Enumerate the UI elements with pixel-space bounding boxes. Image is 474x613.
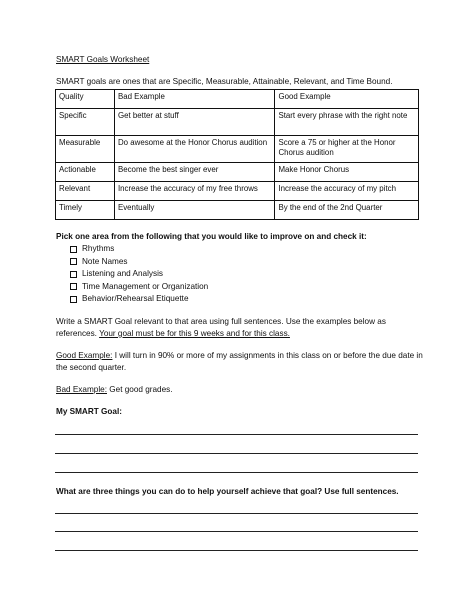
option-label: Rhythms [82, 244, 115, 253]
quality-cell: Timely [56, 201, 115, 220]
option-label: Behavior/Rehearsal Etiquette [82, 294, 189, 303]
table-row [56, 163, 419, 182]
goal-answer-line[interactable] [55, 434, 418, 435]
good-example-label: Good Example: [56, 351, 113, 360]
quality-cell: Specific [56, 109, 115, 136]
improvement-options [70, 243, 208, 306]
instructions-text: Write a SMART Goal relevant to that area using full sentences. Use the examples below as references. [56, 317, 386, 338]
table-row [56, 182, 419, 201]
quality-cell: Actionable [56, 163, 115, 182]
quality-cell: Relevant [56, 182, 115, 201]
bad-example-label: Bad Example: [56, 385, 107, 394]
pick-area-prompt: Pick one area from the following that you would like to improve on and check it: [56, 232, 367, 241]
good-example-cell: Make Honor Chorus [275, 163, 419, 182]
option-behavior-etiquette[interactable] [70, 293, 208, 306]
my-goal-heading: My SMART Goal: [56, 407, 122, 416]
bad-example-cell: Become the best singer ever [114, 163, 274, 182]
bad-example-cell: Do awesome at the Honor Chorus audition [114, 136, 274, 163]
checkbox-listening-analysis[interactable] [70, 271, 77, 278]
bad-example-cell: Increase the accuracy of my free throws [114, 182, 274, 201]
instructions-paragraph [56, 316, 424, 340]
option-label: Listening and Analysis [82, 269, 164, 278]
option-rhythms[interactable] [70, 243, 208, 256]
good-example-cell: Increase the accuracy of my pitch [275, 182, 419, 201]
good-example-cell: Start every phrase with the right note [275, 109, 419, 136]
good-example-cell: Score a 75 or higher at the Honor Chorus audition [275, 136, 419, 163]
bad-example-paragraph [56, 384, 424, 396]
checkbox-behavior-etiquette[interactable] [70, 296, 77, 303]
goal-answer-line[interactable] [55, 453, 418, 454]
bad-example-cell: Get better at stuff [114, 109, 274, 136]
header-bad-example: Bad Example [114, 90, 274, 109]
worksheet-title: SMART Goals Worksheet [56, 55, 150, 64]
three-things-answer-line[interactable] [55, 531, 418, 532]
table-row [56, 201, 419, 220]
good-example-paragraph [56, 350, 424, 374]
good-example-text: I will turn in 90% or more of my assignments in this class on or before the due date in the second quarter. [56, 351, 423, 372]
table-header-row [56, 90, 419, 109]
checkbox-rhythms[interactable] [70, 246, 77, 253]
three-things-answer-line[interactable] [55, 550, 418, 551]
option-label: Time Management or Organization [82, 281, 209, 291]
table-row [56, 109, 419, 136]
header-good-example: Good Example [275, 90, 419, 109]
bad-example-cell: Eventually [114, 201, 274, 220]
goal-answer-line[interactable] [55, 472, 418, 473]
three-things-heading: What are three things you can do to help yourself achieve that goal? Use full sentences. [56, 487, 399, 496]
intro-text: SMART goals are ones that are Specific, Measurable, Attainable, Relevant, and Time Bound. [56, 77, 393, 86]
checkbox-note-names[interactable] [70, 258, 77, 265]
smart-examples-table [55, 89, 419, 220]
good-example-cell: By the end of the 2nd Quarter [275, 201, 419, 220]
instructions-underlined: Your goal must be for this 9 weeks and for this class. [99, 328, 290, 338]
header-quality: Quality [56, 90, 115, 109]
option-time-management[interactable] [70, 281, 208, 294]
bad-example-text: Get good grades. [109, 385, 173, 394]
option-listening-analysis[interactable] [70, 268, 208, 281]
three-things-answer-line[interactable] [55, 513, 418, 514]
table-row [56, 136, 419, 163]
checkbox-time-management[interactable] [70, 283, 77, 290]
quality-cell: Measurable [56, 136, 115, 163]
option-note-names[interactable] [70, 256, 208, 269]
option-label: Note Names [82, 256, 128, 266]
